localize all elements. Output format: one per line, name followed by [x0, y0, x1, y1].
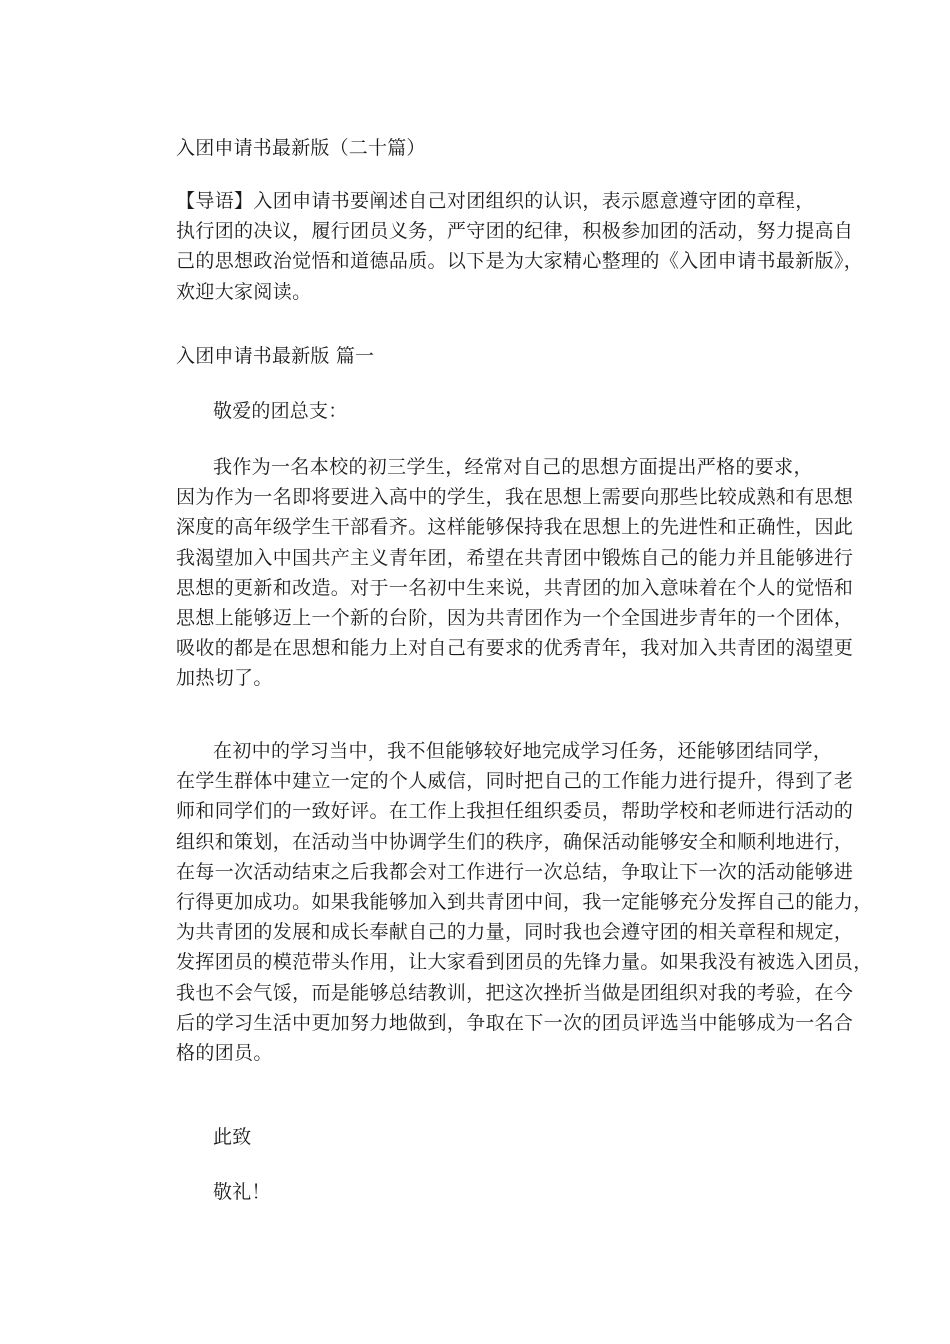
paragraph-line: 思想的更新和改造。对于一名初中生来说，共青团的加入意味着在个人的觉悟和 — [176, 576, 854, 599]
paragraph-line: 我作为一名本校的初三学生，经常对自己的思想方面提出严格的要求， — [213, 456, 813, 478]
paragraph-line: 在每一次活动结束之后我都会对工作进行一次总结，争取让下一次的活动能够进 — [176, 860, 854, 883]
intro-line: 执行团的决议，履行团员义务，严守团的纪律，积极参加团的活动，努力提高自 — [176, 220, 854, 243]
paragraph-line: 我渴望加入中国共产主义青年团，希望在共青团中锻炼自己的能力并且能够进行 — [176, 546, 854, 569]
paragraph-line: 我也不会气馁，而是能够总结教训，把这次挫折当做是团组织对我的考验，在今 — [176, 981, 854, 1004]
intro-line: 【导语】入团申请书要阐述自己对团组织的认识，表示愿意遵守团的章程， — [176, 190, 815, 212]
body-paragraph-1 — [176, 452, 854, 694]
paragraph-line: 思想上能够迈上一个新的台阶，因为共青团作为一个全国进步青年的一个团体， — [176, 607, 854, 630]
paragraph-line: 师和同学们的一致好评。在工作上我担任组织委员，帮助学校和老师进行活动的 — [176, 800, 854, 823]
paragraph-line: 在学生群体中建立一定的个人威信，同时把自己的工作能力进行提升，得到了老 — [176, 770, 854, 793]
paragraph-line: 加热切了。 — [176, 667, 273, 690]
intro-line: 己的思想政治觉悟和道德品质。以下是为大家精心整理的《入团申请书最新版》， — [176, 250, 864, 273]
paragraph-line: 组织和策划，在活动当中协调学生们的秩序，确保活动能够安全和顺利地进行， — [176, 830, 854, 853]
paragraph-line: 深度的高年级学生干部看齐。这样能够保持我在思想上的先进性和正确性，因此 — [176, 516, 854, 539]
document-title: 入团申请书最新版（二十篇） — [176, 137, 426, 159]
paragraph-line: 格的团员。 — [176, 1042, 273, 1065]
body-paragraph-2 — [176, 736, 873, 1068]
paragraph-line: 发挥团员的模范带头作用，让大家看到团员的先锋力量。如果我没有被选入团员， — [176, 951, 873, 974]
paragraph-line: 行得更加成功。如果我能够加入到共青团中间，我一定能够充分发挥自己的能力， — [176, 891, 873, 914]
paragraph-line: 为共青团的发展和成长奉献自己的力量，同时我也会遵守团的相关章程和规定， — [176, 921, 854, 944]
paragraph-line: 吸收的都是在思想和能力上对自己有要求的优秀青年，我对加入共青团的渴望更 — [176, 637, 854, 660]
section-heading: 入团申请书最新版 篇一 — [176, 345, 375, 367]
closing-regards: 此致 — [213, 1126, 252, 1148]
paragraph-line: 后的学习生活中更加努力地做到，争取在下一次的团员评选当中能够成为一名合 — [176, 1011, 854, 1034]
paragraph-line: 因为作为一名即将要进入高中的学生，我在思想上需要向那些比较成熟和有思想 — [176, 486, 854, 509]
closing-salute: 敬礼！ — [213, 1181, 271, 1203]
intro-paragraph — [176, 186, 864, 307]
intro-line: 欢迎大家阅读。 — [176, 280, 312, 303]
salutation: 敬爱的团总支： — [213, 400, 348, 422]
paragraph-line: 在初中的学习当中，我不但能够较好地完成学习任务，还能够团结同学， — [213, 740, 833, 762]
